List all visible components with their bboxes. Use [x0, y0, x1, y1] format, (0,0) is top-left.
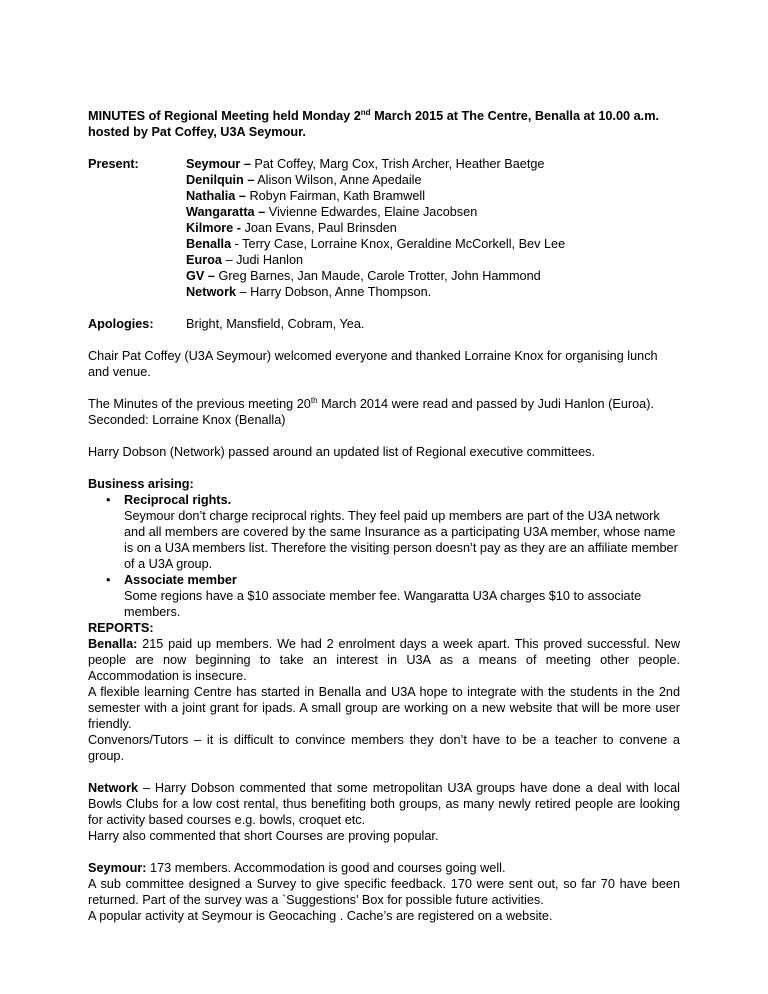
attendee-line: Seymour – Pat Coffey, Marg Cox, Trish Archer, Heather Baetge: [186, 157, 545, 171]
attendee-list: [186, 156, 680, 300]
present-section: [88, 156, 680, 300]
business-item-title: Associate member: [124, 573, 237, 587]
apologies-section: [88, 316, 680, 332]
business-item-text: Seymour don’t charge reciprocal rights. They feel paid up members are part of the U3A network and all members are covered by the same Insurance as a participating U3A member, whose name is on a U3A members list. Therefore the visiting person doesn’t pay as they are an affiliate member of a U3A group.: [124, 509, 678, 571]
bullet-icon: •: [106, 573, 111, 587]
seymour-report: Seymour: 173 members. Accommodation is good and courses going well. A sub committee designed a Survey to give specific feedback. 170 were sent out, so far 70 have been returned. Part of the survey was a `Suggestions’ Box for possible future activities. A popular activity at Seymour is Geocaching . Cache’s are registered on a website.: [88, 861, 680, 923]
document-title: MINUTES of Regional Meeting held Monday 2nd March 2015 at The Centre, Benalla at 10.00 a.m. hosted by Pat Coffey, U3A Seymour.: [88, 107, 659, 139]
business-item-associate: [88, 572, 680, 620]
attendee-line: Network – Harry Dobson, Anne Thompson.: [186, 285, 432, 299]
attendee-line: Nathalia – Robyn Fairman, Kath Bramwell: [186, 189, 426, 203]
attendee-line: Benalla - Terry Case, Lorraine Knox, Geraldine McCorkell, Bev Lee: [186, 237, 566, 251]
attendee-line: Euroa – Judi Hanlon: [186, 253, 304, 267]
document-page: [88, 108, 680, 924]
business-item-text: Some regions have a $10 associate member fee. Wangaratta U3A charges $10 to associate members.: [124, 589, 642, 619]
reports-heading: REPORTS:: [88, 621, 154, 635]
network-report: Network – Harry Dobson commented that some metropolitan U3A groups have done a deal with local Bowls Clubs for a low cost rental, thus benefiting both groups, as many newly retired people are looking for activity based courses e.g. bowls, croquet etc. Harry also commented that short Courses are proving popular.: [88, 781, 680, 843]
bullet-icon: •: [106, 493, 111, 507]
harry-list-paragraph: Harry Dobson (Network) passed around an updated list of Regional executive committees.: [88, 445, 596, 459]
attendee-line: Kilmore - Joan Evans, Paul Brinsden: [186, 221, 397, 235]
apologies-text: Bright, Mansfield, Cobram, Yea.: [186, 317, 365, 331]
attendee-line: Wangaratta – Vivienne Edwardes, Elaine Jacobsen: [186, 205, 478, 219]
benalla-report: Benalla: 215 paid up members. We had 2 enrolment days a week apart. This proved successful. New people are now beginning to take an interest in U3A as a means of meeting other people. Accommodation is insecure. A flexible learning Centre has started in Benalla and U3A hope to integrate with the students in the 2nd semester with a joint grant for ipads. A small group are working on a new website that will be more user friendly. Convenors/Tutors – it is difficult to convince members they don’t have to be a teacher to convene a group.: [88, 637, 680, 763]
chair-paragraph: Chair Pat Coffey (U3A Seymour) welcomed everyone and thanked Lorraine Knox for organising lunch and venue.: [88, 349, 658, 379]
business-item-title: Reciprocal rights.: [124, 493, 232, 507]
present-label: Present:: [88, 157, 139, 171]
attendee-line: GV – Greg Barnes, Jan Maude, Carole Trotter, John Hammond: [186, 269, 541, 283]
attendee-line: Denilquin – Alison Wilson, Anne Apedaile: [186, 173, 422, 187]
apologies-label: Apologies:: [88, 317, 154, 331]
business-heading: Business arising:: [88, 477, 194, 491]
business-item-reciprocal: [88, 492, 680, 572]
minutes-paragraph: The Minutes of the previous meeting 20th March 2014 were read and passed by Judi Hanlon (Euroa). Seconded: Lorraine Knox (Benalla): [88, 395, 654, 427]
